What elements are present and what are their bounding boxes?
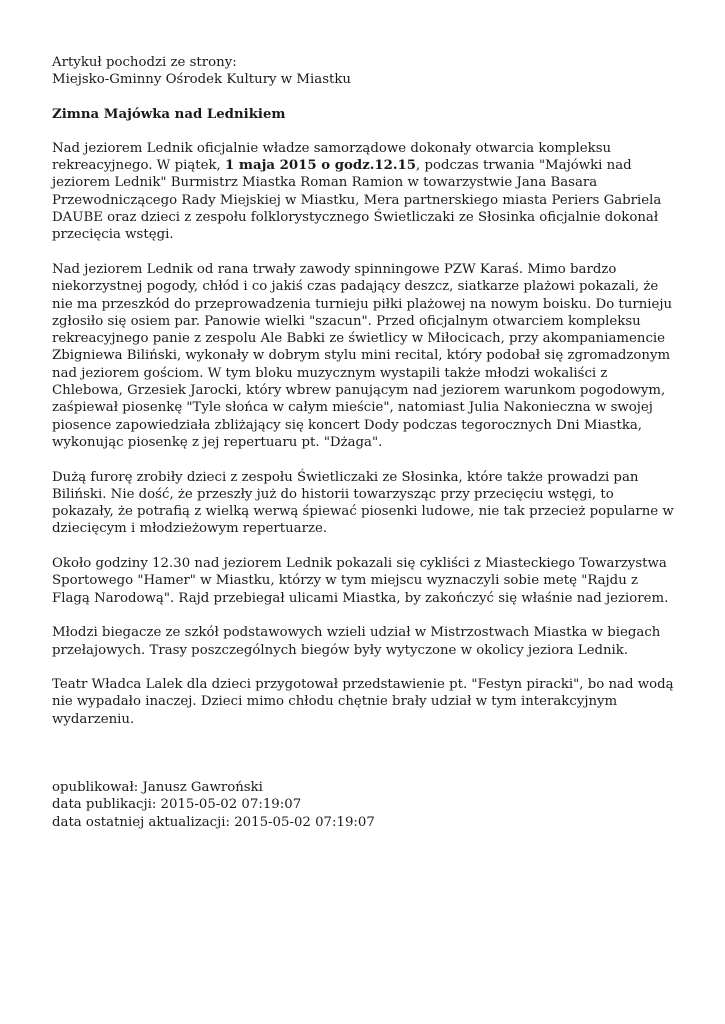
article-paragraph-6: Teatr Władca Lalek dla dzieci przygotował przedstawienie pt. "Festyn piracki", bo nad wodą nie wypadało inaczej. Dzieci mimo chłodu chętnie brały udział w tym interakcyjnym wydarzeniu. xyxy=(52,677,674,727)
article-paragraph-3: Dużą furorę zrobiły dzieci z zespołu Świetliczaki ze Słosinka, które także prowadzi pan Biliński. Nie dość, że przeszły już do historii towarzysząc przy przecięciu wstęgi, to pokazały, że potrafią z wielką werwą śpiewać piosenki ludowe, nie tak przecież popularne w dziecięcym i młodzieżowym repertuarze. xyxy=(52,469,674,537)
update-date: data ostatniej aktualizacji: 2015-05-02 07:19:07 xyxy=(52,814,375,830)
paragraph-1-text-start: Nad jeziorem Lednik oficjalnie władze samorządowe dokonały otwarcia kompleksu rekreacyjnego. W piątek, xyxy=(52,140,612,174)
document-page xyxy=(52,54,677,831)
source-name: Miejsko-Gminny Ośrodek Kultury w Miastku xyxy=(52,72,351,88)
event-date-highlight: 1 maja 2015 o godz.12.15 xyxy=(225,158,417,174)
article-paragraph-1 xyxy=(52,140,677,244)
source-info xyxy=(52,54,677,89)
article-paragraph-5: Młodzi biegacze ze szkół podstawowych wzieli udział w Mistrzostwach Miastka w biegach przełajowych. Trasy poszczególnych biegów były wytyczone w okolicy jeziora Lednik. xyxy=(52,625,661,658)
article-paragraph-4: Około godziny 12.30 nad jeziorem Lednik pokazali się cykliści z Miasteckiego Towarzystwa Sportowego "Hamer" w Miastku, którzy w tym miejscu wyznaczyli sobie metę "Rajdu z Flagą Narodową". Rajd przebiegał ulicami Miastka, by zakończyć się właśnie nad jeziorem. xyxy=(52,556,669,606)
paragraph-1-text-end: , podczas trwania "Majówki nad jeziorem Lednik" Burmistrz Miastka Roman Ramion w towarzystwie Jana Basara Przewodniczącego Rady Miejskiej w Miastku, Mera partnerskiego miasta Periers Gabriela DAUBE oraz dzieci z zespołu folklorystycznego Świetliczaki ze Słosinka oficjalnie dokonał przecięcia wstęgi. xyxy=(52,158,662,243)
publication-meta xyxy=(52,779,677,831)
article-title: Zimna Majówka nad Lednikiem xyxy=(52,106,286,122)
source-label: Artykuł pochodzi ze strony: xyxy=(52,55,237,70)
article-paragraph-2: Nad jeziorem Lednik od rana trwały zawody spinningowe PZW Karaś. Mimo bardzo niekorzystnej pogody, chłód i co jakiś czas padający deszcz, siatkarze plażowi pokazali, że nie ma przeszkód do przeprowadzenia turnieju piłki plażowej na nowym boisku. Do turnieju zgłosiło się osiem par. Panowie wielki "szacun". Przed oficjalnym otwarciem kompleksu rekreacyjnego panie z zespolu Ale Babki ze świetlicy w Miłocicach, przy akompaniamencie Zbigniewa Biliński, wykonały w dobrym stylu mini recital, który podobał się zgromadzonym nad jeziorem gościom. W tym bloku muzycznym wystapili także młodzi wokaliści z Chlebowa, Grzesiek Jarocki, który wbrew panującym nad jeziorem warunkom pogodowym, zaśpiewał piosenkę "Tyle słońca w całym mieście", natomiast Julia Nakonieczna w swojej piosence zapowiedziała zbliżający się koncert Dody podczas tegorocznych Dni Miastka, wykonując piosenkę z jej repertuaru pt. "Dżaga". xyxy=(52,261,673,450)
article-body xyxy=(52,140,677,728)
publication-date: data publikacji: 2015-05-02 07:19:07 xyxy=(52,797,302,813)
author-line: opublikował: Janusz Gawroński xyxy=(52,779,263,795)
